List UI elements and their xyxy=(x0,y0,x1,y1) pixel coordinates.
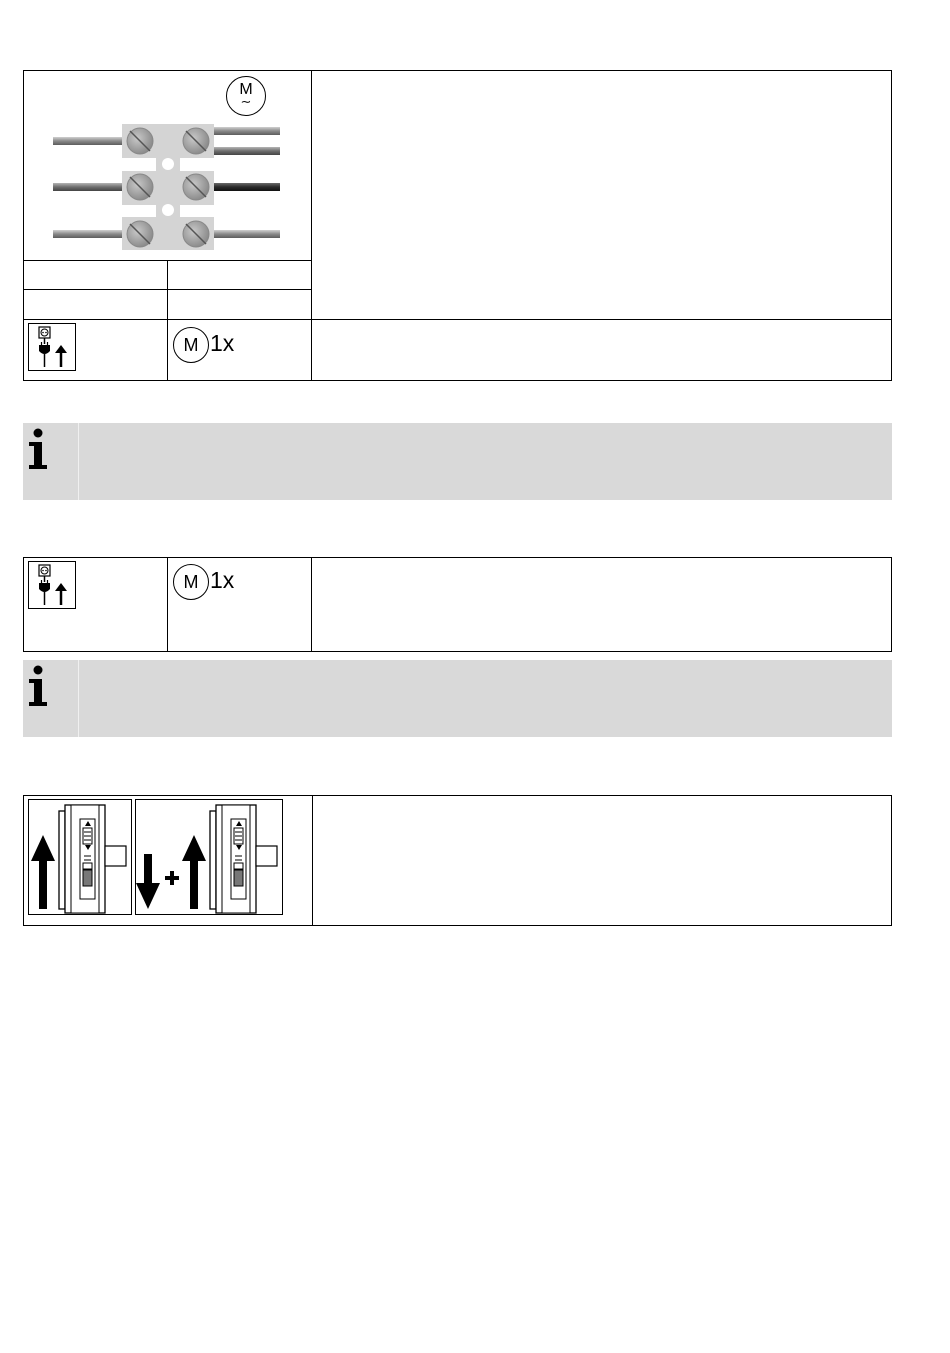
table-divider xyxy=(312,795,313,926)
info-box xyxy=(23,660,892,737)
motor-repeat-symbol: M xyxy=(183,572,199,592)
power-plug-up-icon xyxy=(28,561,76,609)
repeat-count-label: 1x xyxy=(210,567,235,593)
switch-arrow-down-up-icon xyxy=(135,799,283,915)
step-table xyxy=(23,557,892,652)
table-divider xyxy=(311,557,312,652)
motor-icon xyxy=(226,76,266,116)
table-divider xyxy=(167,260,168,381)
info-icon xyxy=(23,423,79,500)
info-divider xyxy=(78,660,79,737)
alternating-current-icon: ∼ xyxy=(240,94,252,109)
info-box xyxy=(23,423,892,500)
info-icon xyxy=(23,660,79,737)
motor-repeat-icon xyxy=(173,564,209,600)
table-divider xyxy=(167,557,168,652)
table-divider xyxy=(311,70,312,381)
switch-arrow-up-icon xyxy=(28,799,132,915)
table-divider xyxy=(23,319,892,320)
power-plug-up-icon xyxy=(28,323,76,371)
motor-repeat-icon xyxy=(173,327,209,363)
info-divider xyxy=(78,423,79,500)
motor-repeat-symbol: M xyxy=(183,335,199,355)
repeat-count-label: 1x xyxy=(210,330,235,356)
motor-symbol-label: M xyxy=(239,81,253,98)
terminal-block-illustration xyxy=(24,71,311,260)
